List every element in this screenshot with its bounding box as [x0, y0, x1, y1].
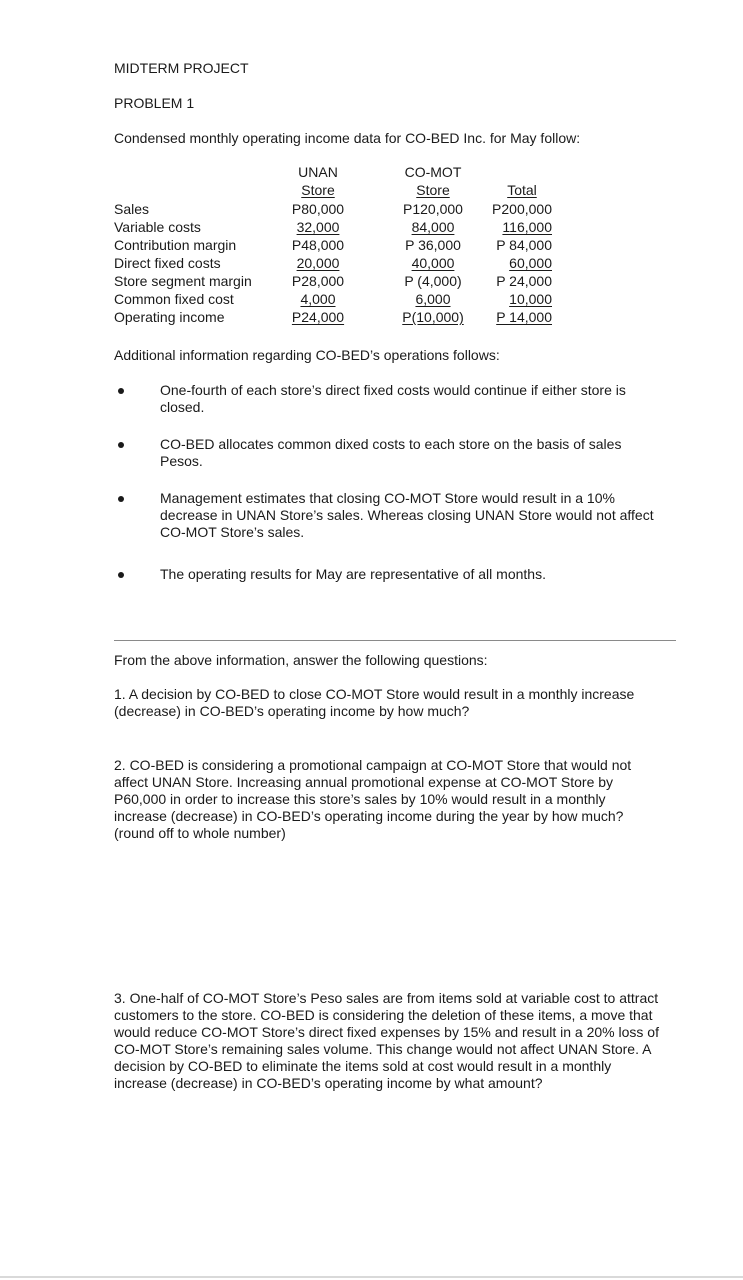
question-3: 3. One-half of CO-MOT Store’s Peso sales are from items sold at variable cost to attract customers to the store. CO-BED is considering the deletion of these items, a move that would reduce CO-MOT Store’s direct fixed expenses by 15% and result in a 20% loss of CO-MOT Store’s remaining sales volume. This change would not affect UNAN Store. A decision by CO-BED to eliminate the items sold at cost would result in a monthly increase (decrease) in CO-BED’s operating income by what amount? [114, 990, 659, 1091]
cell-operating-unan: P24,000 [291, 309, 345, 325]
bullet-icon [118, 442, 124, 448]
row-label-operating-income: Operating income [114, 309, 225, 325]
intro-text: Condensed monthly operating income data for CO-BED Inc. for May follow: [114, 130, 581, 146]
cell-variable-unan: 32,000 [296, 219, 340, 235]
cell-direct-fixed-comot: 40,000 [411, 255, 455, 271]
cell-sales-total: P200,000 [492, 201, 552, 217]
bullet-text: One-fourth of each store’s direct fixed costs would continue if either store is closed. [160, 382, 626, 415]
cell-segment-comot: P (4,000) [404, 273, 462, 289]
bullet-icon [118, 572, 124, 578]
page-bottom-edge [0, 1276, 743, 1278]
col-header-total: Total [507, 182, 537, 198]
bullet-icon [118, 388, 124, 394]
row-label-common-fixed-cost: Common fixed cost [114, 291, 234, 307]
col-header-unan-line1: UNAN [298, 164, 338, 180]
question-2: 2. CO-BED is considering a promotional campaign at CO-MOT Store that would not affect UNAN Store. Increasing annual promotional expense at CO-MOT Store by P60,000 in order to increase this store’s sales by 10% would result in a monthly increase (decrease) in CO-BED’s operating income during the year by how much? (round off to whole number) [114, 757, 632, 841]
cell-common-fixed-total: 10,000 [509, 291, 552, 307]
row-label-sales: Sales [114, 201, 150, 217]
bullet-icon [118, 496, 124, 502]
income-table [114, 164, 574, 330]
problem-heading: PROBLEM 1 [114, 95, 195, 111]
section-divider [114, 640, 676, 641]
bullet-text: The operating results for May are representative of all months. [160, 566, 546, 582]
cell-contribution-total: P 84,000 [496, 237, 552, 253]
cell-segment-total: P 24,000 [496, 273, 552, 289]
cell-direct-fixed-unan: 20,000 [296, 255, 340, 271]
col-header-unan-line2: Store [301, 182, 335, 198]
row-label-store-segment-margin: Store segment margin [114, 273, 252, 289]
col-header-comot-line1: CO-MOT [404, 164, 462, 180]
question-1: 1. A decision by CO-BED to close CO-MOT Store would result in a monthly increase (decrease) in CO-BED’s operating income by how much? [114, 686, 635, 719]
row-label-direct-fixed-costs: Direct fixed costs [114, 255, 221, 271]
bullet-text: Management estimates that closing CO-MOT Store would result in a 10% decrease in UNAN Store’s sales. Whereas closing UNAN Store would not affect CO-MOT Store’s sales. [160, 490, 654, 540]
cell-direct-fixed-total: 60,000 [509, 255, 552, 271]
questions-intro: From the above information, answer the following questions: [114, 652, 488, 668]
cell-segment-unan: P28,000 [291, 273, 345, 289]
cell-sales-unan: P80,000 [291, 201, 345, 217]
document-title: MIDTERM PROJECT [114, 60, 249, 76]
cell-operating-comot: P(10,000) [402, 309, 464, 325]
cell-operating-total: P 14,000 [496, 309, 552, 325]
cell-common-fixed-unan: 4,000 [300, 291, 336, 307]
row-label-contribution-margin: Contribution margin [114, 237, 237, 253]
row-label-variable-costs: Variable costs [114, 219, 201, 235]
cell-contribution-comot: P 36,000 [405, 237, 461, 253]
additional-info-heading: Additional information regarding CO-BED’s operations follows: [114, 347, 500, 363]
bullet-text: CO-BED allocates common dixed costs to each store on the basis of sales Pesos. [160, 436, 622, 469]
cell-variable-comot: 84,000 [411, 219, 455, 235]
cell-variable-total: 116,000 [502, 219, 552, 235]
cell-common-fixed-comot: 6,000 [415, 291, 451, 307]
cell-sales-comot: P120,000 [403, 201, 463, 217]
col-header-comot-line2: Store [416, 182, 450, 198]
cell-contribution-unan: P48,000 [291, 237, 345, 253]
